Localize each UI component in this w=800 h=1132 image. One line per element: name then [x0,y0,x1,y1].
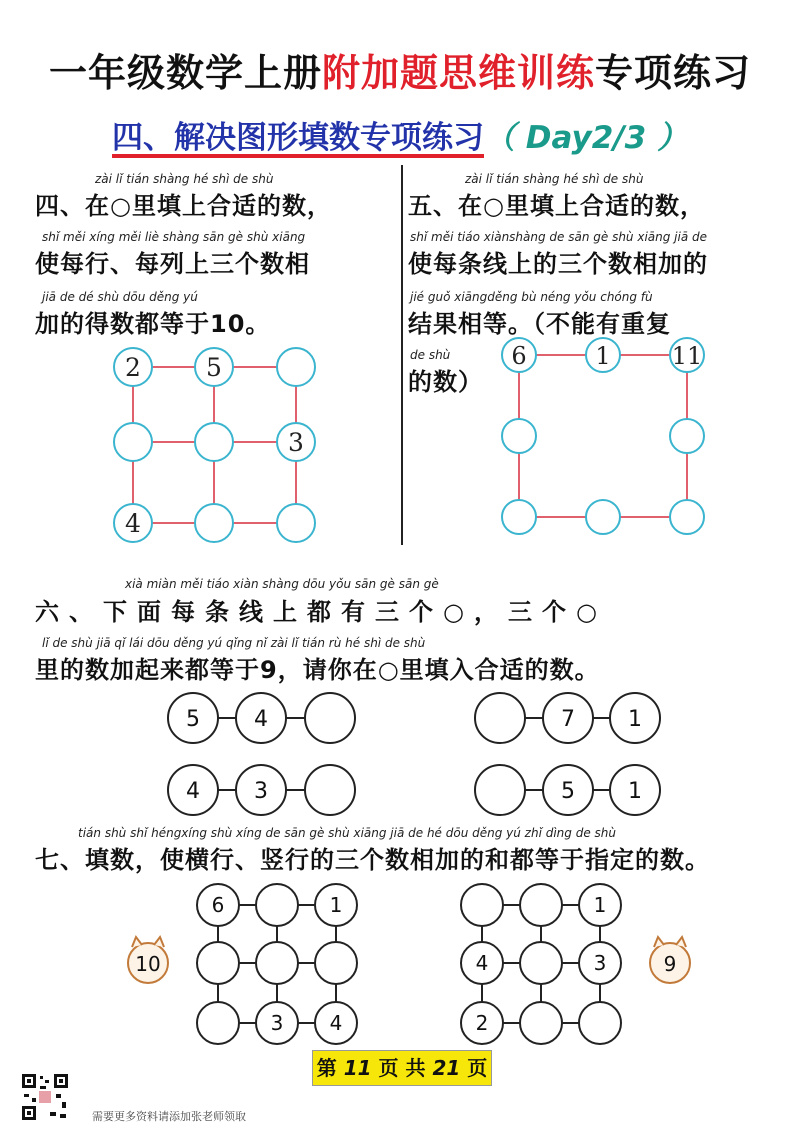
q5-line-4: 的数） [408,368,483,396]
q5-square-figure [495,330,725,545]
q6-chain4-c1[interactable] [475,765,525,815]
q7-pinyin: tián shù shǐ héngxíng shù xíng de sān gè shù xiāng jiā de hé dōu děng yú zhǐ dìng de shù [78,826,616,840]
q7-left-value-1: 6 [211,893,225,917]
q7-line: 七、填数，使横行、竖行的三个数相加的和都等于指定的数。 [35,846,710,874]
q7-right-value-3: 1 [593,893,607,917]
q6-chain4-v2: 5 [561,779,575,804]
q7-right-cell-8[interactable] [520,1002,562,1044]
q7-right-target: 9 [663,952,677,976]
footer-note: 需要更多资料请添加张老师领取 [92,1110,246,1123]
q7-right-cell-5[interactable] [520,942,562,984]
q5-line-3: 结果相等。（不能有重复 [408,310,671,338]
qr-code-icon [20,1072,70,1122]
q6-pinyin-2: lǐ de shù jiā qǐ lái dōu děng yú qǐng nǐ zài lǐ tián rù hé shì de shù [42,636,426,650]
q5-bottom-mid[interactable] [586,500,620,534]
q5-value-tl: 6 [511,342,527,370]
q6-chain2-c1[interactable] [475,693,525,743]
q5-corner-br[interactable] [670,500,704,534]
q7-right-value-7: 2 [475,1011,489,1035]
q4-cell-3[interactable] [277,348,315,386]
q4-value-7: 4 [125,509,141,538]
q5-pinyin-2: shǐ měi tiáo xiànshàng de sān gè shù xiāng jiā de [410,230,708,244]
q6-chain1-v2: 4 [254,707,268,732]
q7-left-target: 10 [135,952,161,976]
q6-chain2-v3: 1 [628,707,642,732]
q4-cell-4[interactable] [114,423,152,461]
q4-cell-8[interactable] [195,504,233,542]
q7-left-value-8: 3 [270,1011,284,1035]
q5-value-tr: 11 [671,342,703,370]
q4-value-1: 2 [125,353,141,382]
q7-left-value-9: 4 [329,1011,343,1035]
q7-right-value-4: 4 [475,951,489,975]
q6-chains-figure [150,690,670,820]
q5-value-tm: 1 [595,342,611,370]
q7-right-value-6: 3 [593,951,607,975]
q5-line-1: 五、在○里填上合适的数， [408,192,705,220]
q4-line-3: 加的得数都等于10。 [35,310,271,338]
q5-corner-bl[interactable] [502,500,536,534]
q6-chain3-v1: 4 [186,779,200,804]
q6-chain3-c3[interactable] [305,765,355,815]
q4-line-1: 四、在○里填上合适的数， [35,192,332,220]
q6-chain1-v1: 5 [186,707,200,732]
q7-left-cell-7[interactable] [197,1002,239,1044]
q5-right-mid[interactable] [670,419,704,453]
q6-chain4-v3: 1 [628,779,642,804]
q7-left-cell-2[interactable] [256,884,298,926]
page-title: 一年级数学上册附加题思维训练专项练习 [48,51,752,95]
q4-pinyin-1: zài lǐ tián shàng hé shì de shù [95,172,274,186]
q4-value-6: 3 [288,428,304,457]
q6-pinyin-1: xià miàn měi tiáo xiàn shàng dōu yǒu sān gè sān gè [125,577,439,591]
q7-left-cell-4[interactable] [197,942,239,984]
q4-cell-9[interactable] [277,504,315,542]
page-number-badge: 第 11 页 共 21 页 [312,1050,492,1086]
q7-left-cell-5[interactable] [256,942,298,984]
q4-value-2: 5 [206,353,222,382]
q4-cell-5[interactable] [195,423,233,461]
q4-pinyin-3: jiā de dé shù dōu děng yú [42,290,198,304]
column-divider [401,165,403,545]
q6-line-2: 里的数加起来都等于9，请你在○里填入合适的数。 [35,656,600,684]
q4-pinyin-2: shǐ měi xíng měi liè shàng sān gè shù xiāng [42,230,306,244]
q5-pinyin-1: zài lǐ tián shàng hé shì de shù [465,172,644,186]
q7-right-cell-1[interactable] [461,884,503,926]
q5-pinyin-3: jié guǒ xiāngděng bù néng yǒu chóng fù [410,290,653,304]
q7-right-cell-2[interactable] [520,884,562,926]
q4-line-2: 使每行、每列上三个数相 [35,250,310,278]
q4-grid-figure [100,335,340,550]
q5-left-mid[interactable] [502,419,536,453]
q7-left-cell-6[interactable] [315,942,357,984]
q7-grids-figure [120,875,720,1045]
page-subtitle: 四、解决图形填数专项练习（ Day2/3 ） [112,120,688,156]
q7-right-cell-9[interactable] [579,1002,621,1044]
q7-left-value-3: 1 [329,893,343,917]
q5-line-2: 使每条线上的三个数相加的 [408,250,708,278]
q6-chain1-c3[interactable] [305,693,355,743]
q6-chain2-v2: 7 [561,707,575,732]
q5-pinyin-4: de shù [410,348,451,362]
q6-chain3-v2: 3 [254,779,268,804]
q6-line-1: 六、下面每条线上都有三个○，三个○ [35,598,607,626]
